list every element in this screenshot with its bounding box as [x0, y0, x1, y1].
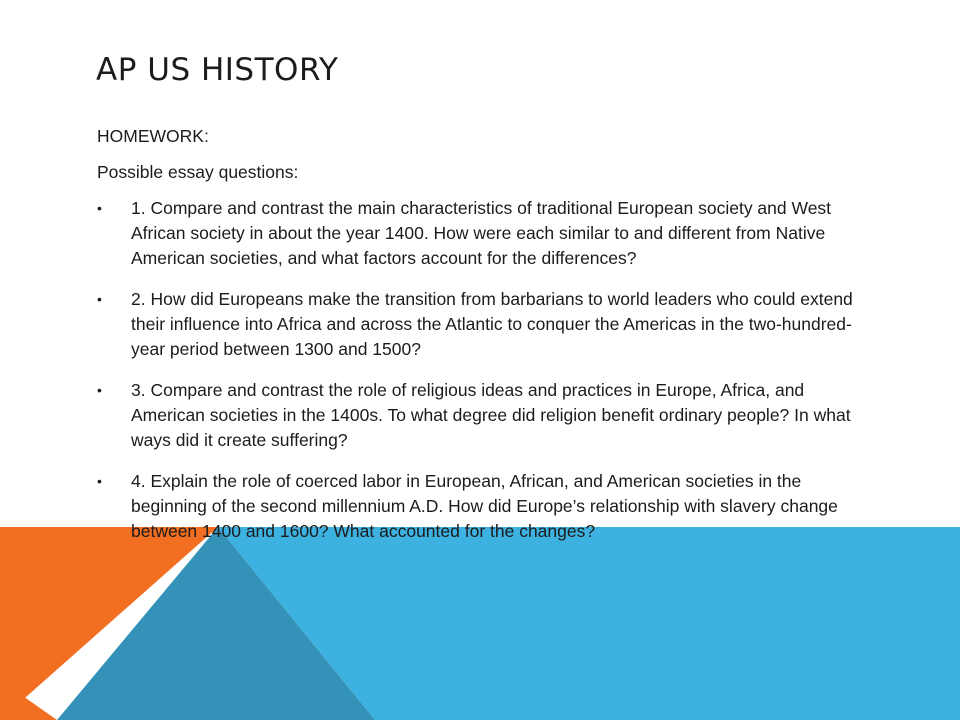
question-text: 3. Compare and contrast the role of religious ideas and practices in Europe, Africa, and American societies in the 1400s. To what degree did religion benefit ordinary people? In what ways did it create suffering?	[131, 380, 851, 450]
slide-body	[97, 124, 877, 560]
bullet-icon: •	[97, 200, 102, 216]
homework-label: HOMEWORK:	[97, 126, 209, 146]
list-item	[97, 196, 877, 271]
bullet-icon: •	[97, 473, 102, 489]
essay-questions-list	[97, 196, 877, 544]
list-item	[97, 378, 877, 453]
slide-title: AP US HISTORY	[96, 52, 339, 88]
essay-questions-heading: Possible essay questions:	[97, 162, 299, 182]
list-item	[97, 287, 877, 362]
list-item	[97, 469, 877, 544]
bullet-icon: •	[97, 382, 102, 398]
question-text: 4. Explain the role of coerced labor in European, African, and American societies in the beginning of the second millennium A.D. How did Europe’s relationship with slavery change between 1400 and 1600? What accounted for the changes?	[131, 471, 838, 541]
question-text: 1. Compare and contrast the main characteristics of traditional European society and West African society in about the year 1400. How were each similar to and different from Native American societies, and what factors account for the differences?	[131, 198, 832, 268]
bullet-icon: •	[97, 291, 102, 307]
question-text: 2. How did Europeans make the transition from barbarians to world leaders who could extend their influence into Africa and across the Atlantic to conquer the Americas in the two-hundred-year period between 1300 and 1500?	[131, 289, 853, 359]
